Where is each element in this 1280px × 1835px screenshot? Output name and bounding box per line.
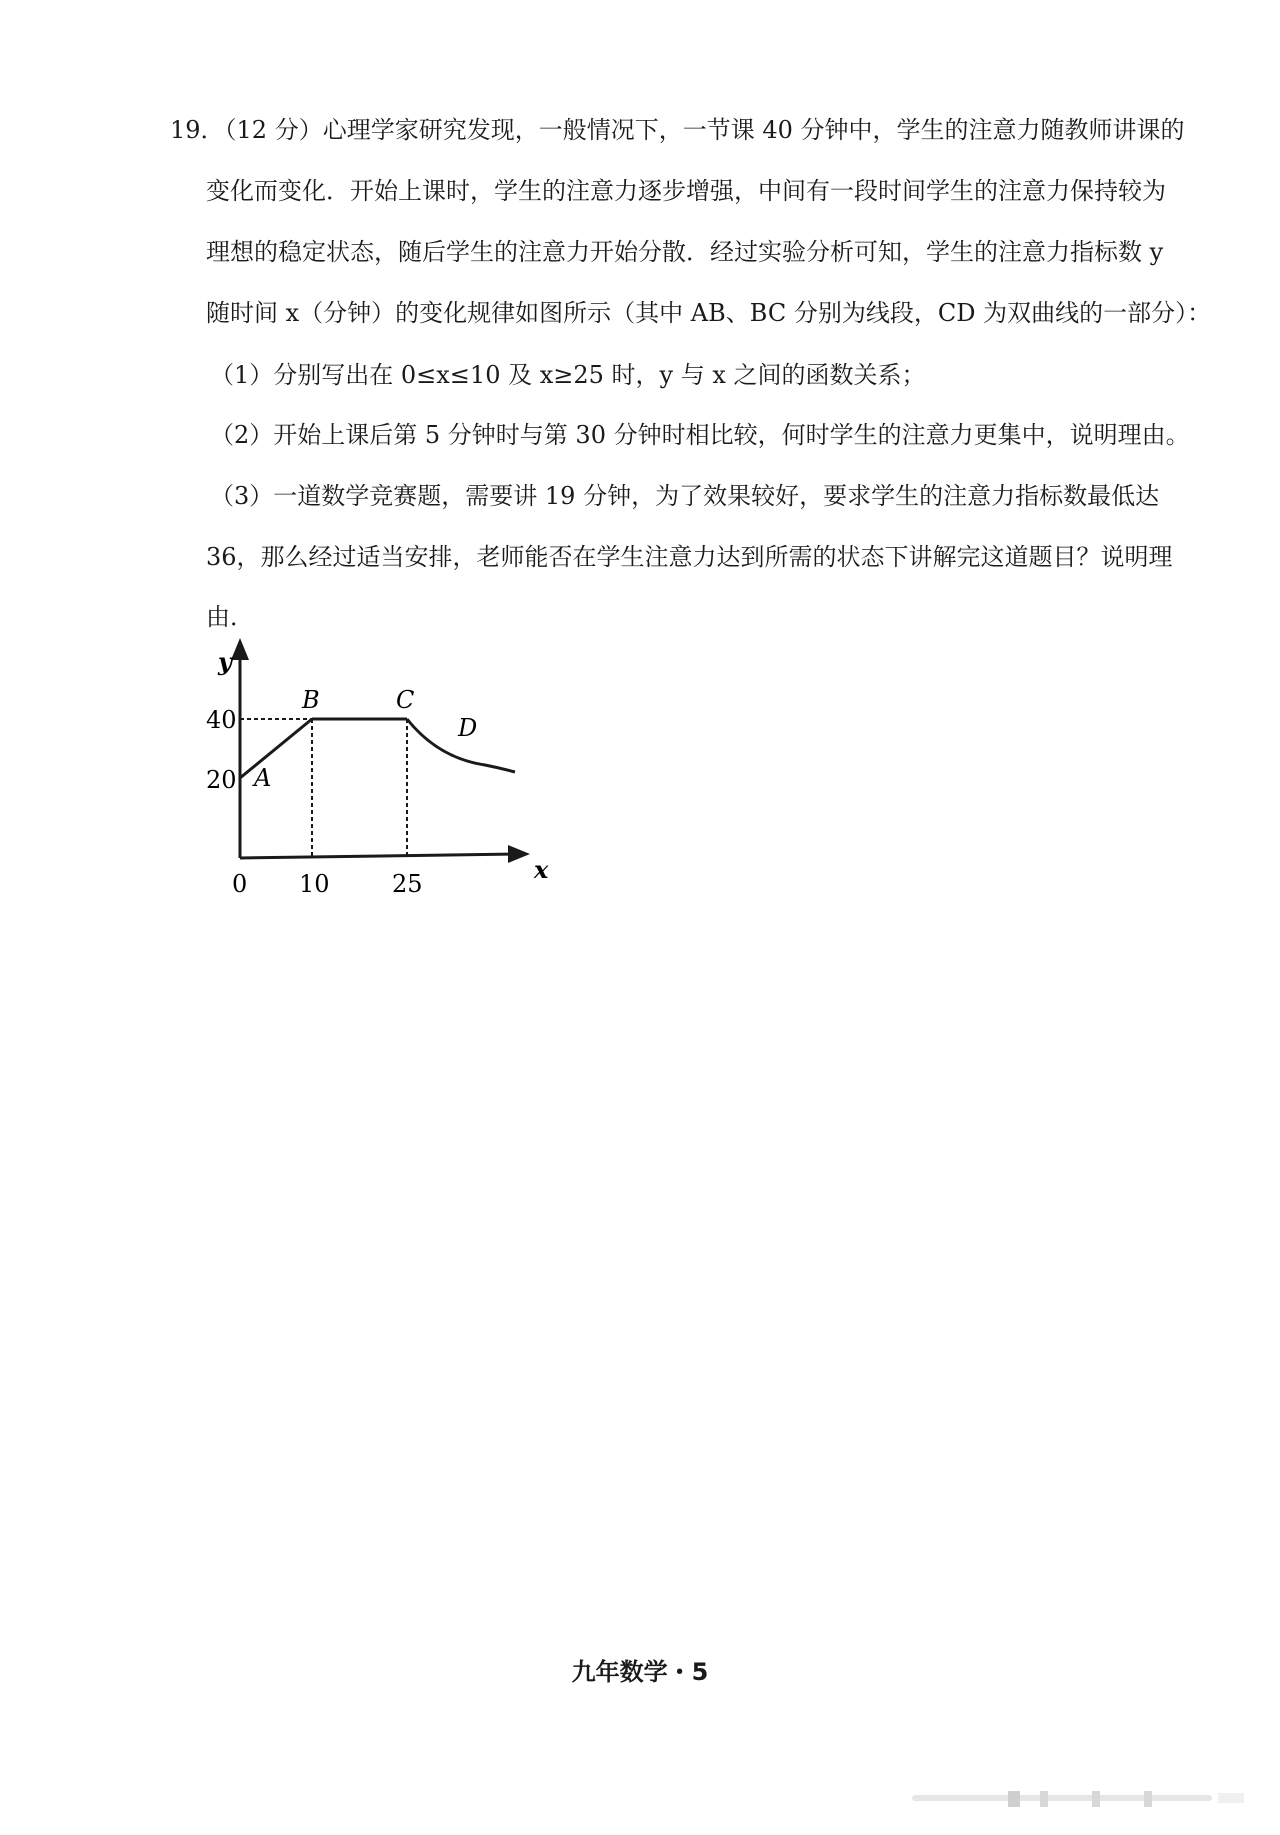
question-3-end: 由． [206, 603, 254, 631]
question-1: （1）分别写出在 0≤x≤10 及 x≥25 时，y 与 x 之间的函数关系； [210, 361, 926, 389]
page-footer: 九年数学・5 [571, 1658, 709, 1686]
y-axis-arrow [231, 638, 249, 660]
problem-line-4: 随时间 x（分钟）的变化规律如图所示（其中 AB、BC 分别为线段，CD 为双曲线的一部分）： [206, 299, 1212, 327]
problem-line-2: 变化而变化．开始上课时，学生的注意力逐步增强，中间有一段时间学生的注意力保持较为 [206, 177, 1166, 205]
x-tick-10: 10 [299, 870, 330, 898]
y-tick-40: 40 [206, 706, 237, 734]
question-3: （3）一道数学竞赛题，需要讲 19 分钟，为了效果较好，要求学生的注意力指标数最低达 [210, 482, 1160, 510]
x-axis-label: x [534, 855, 549, 884]
problem-line-1: 19．（12 分）心理学家研究发现，一般情况下，一节课 40 分钟中，学生的注意力随教师讲课的 [170, 116, 1185, 144]
problem-line-3: 理想的稳定状态，随后学生的注意力开始分散．经过实验分析可知，学生的注意力指标数 y [206, 238, 1164, 266]
question-3-cont: 36，那么经过适当安排，老师能否在学生注意力达到所需的状态下讲解完这道题目？说明理 [206, 543, 1173, 571]
x-axis-arrow [508, 845, 530, 863]
x-tick-25: 25 [392, 870, 423, 898]
y-axis-label: y [218, 647, 232, 676]
question-2: （2）开始上课后第 5 分钟时与第 30 分钟时相比较，何时学生的注意力更集中，说明理由。 [210, 421, 1190, 449]
point-b-label: B [302, 686, 320, 714]
viewer-scrollbar[interactable] [912, 1785, 1252, 1811]
y-tick-20: 20 [206, 766, 237, 794]
origin-label: 0 [232, 870, 248, 898]
x-axis [240, 854, 518, 858]
segment-ab [240, 719, 312, 778]
point-a-label: A [254, 764, 272, 792]
point-c-label: C [396, 686, 415, 714]
point-d-label: D [458, 714, 478, 742]
attention-graph [200, 630, 630, 900]
